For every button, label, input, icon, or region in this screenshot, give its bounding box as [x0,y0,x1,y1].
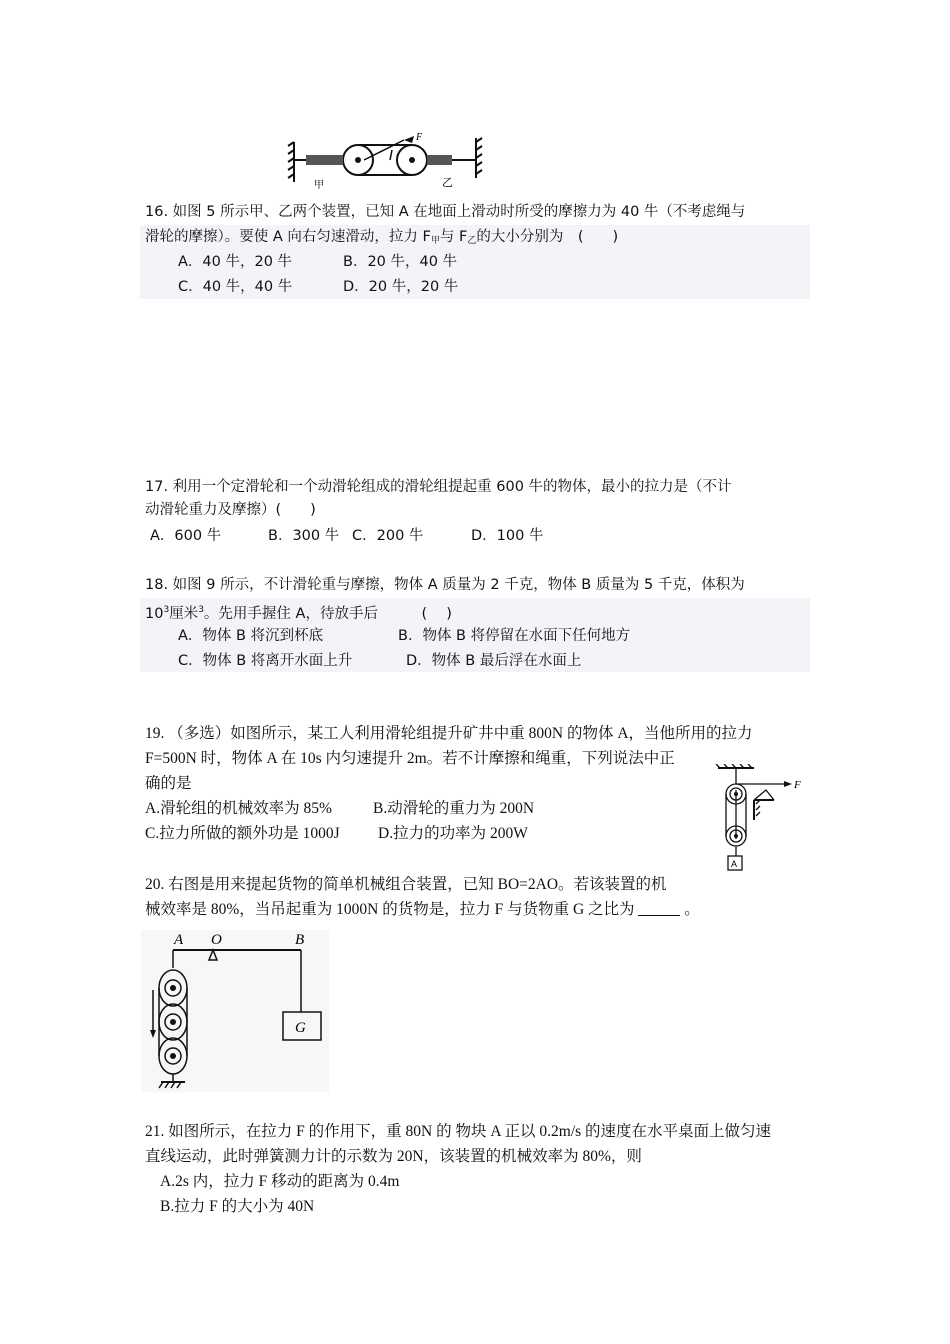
q18-option-a[interactable]: A．物体 B 将沉到杯底 [178,628,324,644]
pulley-figure-16 [286,130,492,192]
q19-option-a[interactable]: A.滑轮组的机械效率为 85% [145,800,332,817]
q17-option-c[interactable]: C．200 牛 [352,528,424,544]
q18-stem-line2: $10^3$厘米$^3$。先用手握住 A，待放手后 ( ) [145,605,452,622]
q19-option-c[interactable]: C.拉力所做的额外功是 1000J [145,825,340,842]
q17-option-b[interactable]: B．300 牛 [268,528,340,544]
q19-option-d[interactable]: D.拉力的功率为 200W [378,825,528,842]
q17-option-a[interactable]: A．600 牛 [150,528,222,544]
q17-stem-line1: 17. 利用一个定滑轮和一个动滑轮组成的滑轮组提起重 600 牛的物体，最小的拉力是（不计 [145,479,732,495]
label-yi: 乙 [442,176,453,189]
lever-pulley-figure-20 [141,930,329,1092]
q17-stem-line2: 动滑轮重力及摩擦）( ) [145,502,316,518]
q16-option-a[interactable]: A．40 牛，20 牛 [178,254,293,270]
q21-stem-line1: 21. 如图所示，在拉力 F 的作用下，重 80N 的 物块 A 正以 0.2m/s 的速度在水平桌面上做匀速 [145,1123,772,1140]
q16-stem-line1: 16. 如图 5 所示甲、乙两个装置，已知 A 在地面上滑动时所受的摩擦力为 40 牛（不考虑绳与 [145,204,746,220]
weight-label-g: G [295,1020,306,1036]
q21-stem-line2: 直线运动，此时弹簧测力计的示数为 20N，该装置的机械效率为 80%，则 [145,1148,642,1165]
q21-option-b[interactable]: B.拉力 F 的大小为 40N [160,1198,315,1215]
q17-option-d[interactable]: D．100 牛 [471,528,544,544]
q18-option-c[interactable]: C．物体 B 将离开水面上升 [178,653,353,669]
q16-option-d[interactable]: D．20 牛，20 牛 [343,279,459,295]
q18-option-d[interactable]: D．物体 B 最后浮在水面上 [406,653,582,669]
lever-label-o: O [211,932,222,948]
q18-stem-line1: 18. 如图 9 所示，不计滑轮重与摩擦，物体 A 质量为 2 千克，物体 B 质量为 5 千克，体积为 [145,577,745,593]
q19-stem-line2: F=500N 时，物体 A 在 10s 内匀速提升 2m。若不计摩擦和绳重，下列说法中正 [145,750,675,767]
force-label-f-19: F [794,779,801,791]
answer-blank[interactable] [638,901,680,916]
q16-option-b[interactable]: B．20 牛，40 牛 [343,254,458,270]
block-label-a: A [731,859,738,869]
pulley-figure-19 [714,764,810,876]
q20-stem-line2: 械效率是 80%，当吊起重为 1000N 的货物是，拉力 F 与货物重 G 之比为 。 [145,901,700,918]
force-label-f: F [416,132,423,143]
lever-label-a: A [174,932,184,948]
q19-stem-line3: 确的是 [145,775,192,792]
lever-label-b: B [295,932,305,948]
q16-option-c[interactable]: C．40 牛，40 牛 [178,279,293,295]
q16-stem-line2: 滑轮的摩擦）。要使 A 向右匀速滑动，拉力 $F_甲$与 $F_乙$的大小分别为 ( ) [145,229,619,246]
q19-option-b[interactable]: B.动滑轮的重力为 200N [373,800,535,817]
q18-option-b[interactable]: B．物体 B 将停留在水面下任何地方 [398,628,631,644]
q20-stem-line1: 20. 右图是用来提起货物的简单机械组合装置，已知 BO=2AO。若该装置的机 [145,876,667,893]
q21-option-a[interactable]: A.2s 内，拉力 F 移动的距离为 0.4m [160,1173,400,1190]
q19-stem-line1: 19. （多选）如图所示，某工人利用滑轮组提升矿井中重 800N 的物体 A，当他所用的拉力 [145,725,753,742]
label-jia: 甲 [314,180,324,191]
